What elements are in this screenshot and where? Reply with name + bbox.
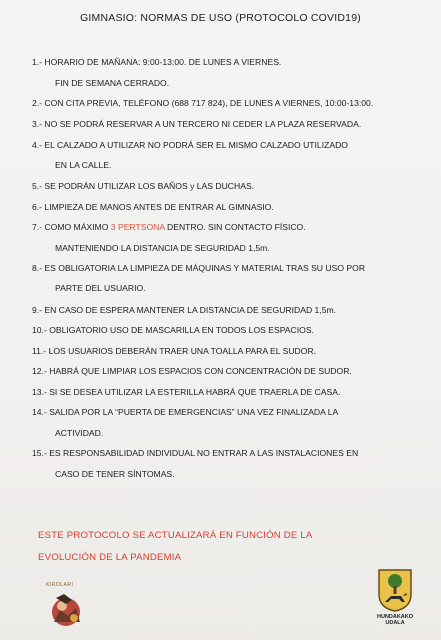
rule-4-line-2: EN LA CALLE.: [55, 160, 112, 170]
rule-8-line-2: PARTE DEL USUARIO.: [55, 283, 146, 293]
max-capacity-highlight: 3 PERTSONA: [110, 222, 165, 232]
rule-14-line-1: 14.- SALIDA POR LA “PUERTA DE EMERGENCIAS” UNA VEZ FINALIZADA LA: [32, 407, 339, 417]
rule-15-line-2: CASO DE TENER SÍNTOMAS.: [55, 469, 175, 479]
rule-1-line-1: 1.- HORARIO DE MAÑANA: 9:00-13:00. DE LUNES A VIERNES.: [32, 57, 282, 67]
rule-5-line-1: 5.- SE PODRÁN UTILIZAR LOS BAÑOS y LAS DUCHAS.: [32, 181, 255, 191]
rule-12-line-1: 12.- HABRÁ QUE LIMPIAR LOS ESPACIOS CON CONCENTRACIÓN DE SUDOR.: [32, 366, 352, 376]
rule-11-line-1: 11.- LOS USUARIOS DEBERÁN TRAER UNA TOALLA PARA EL SUDOR.: [32, 346, 317, 356]
rule-15-line-1: 15.- ES RESPONSABILIDAD INDIVIDUAL NO ENTRAR A LAS INSTALACIONES EN: [32, 448, 359, 458]
rule-10-line-1: 10.- OBLIGATORIO USO DE MASCARILLA EN TODOS LOS ESPACIOS.: [32, 325, 314, 335]
rule-6-line-1: 6.- LIMPIEZA DE MANOS ANTES DE ENTRAR AL GIMNASIO.: [32, 202, 274, 212]
rule-4-line-1: 4.- EL CALZADO A UTILIZAR NO PODRÁ SER EL MISMO CALZADO UTILIZADO: [32, 140, 348, 150]
rule-13-line-1: 13.- SI SE DESEA UTILIZAR LA ESTERILLA HABRÁ QUE TRAERLA DE CASA.: [32, 387, 341, 397]
kirolari-logo-caption: KIROLARI: [46, 582, 74, 588]
udala-caption: UDALA: [385, 620, 405, 626]
rule-7-line-1: 7.- COMO MÁXIMO 3 PERTSONA DENTRO. SIN CONTACTO FÍSICO.: [32, 222, 306, 232]
rule-7-line-2: MANTENIENDO LA DISTANCIA DE SEGURIDAD 1,5m.: [55, 243, 270, 253]
rule-9-line-1: 9.- EN CASO DE ESPERA MANTENER LA DISTANCIA DE SEGURIDAD 1,5m.: [32, 305, 337, 315]
rule-14-line-2: ACTIVIDAD.: [55, 428, 104, 438]
hundakako-udala-crest: [377, 568, 413, 612]
footer-line-2: EVOLUCIÓN DE LA PANDEMIA: [38, 552, 182, 563]
rule-3-line-1: 3.- NO SE PODRÁ RESERVAR A UN TERCERO NI CEDER LA PLAZA RESERVADA.: [32, 119, 362, 129]
footer-line-1: ESTE PROTOCOLO SE ACTUALIZARÁ EN FUNCIÓN DE LA: [38, 530, 313, 541]
rule-8-line-1: 8.- ES OBLIGATORIA LA LIMPIEZA DE MÁQUINAS Y MATERIAL TRAS SU USO POR: [32, 263, 366, 273]
kirolari-logo: [44, 582, 88, 630]
rule-2-line-1: 2.- CON CITA PREVIA, TELÉFONO (688 717 824), DE LUNES A VIERNES, 10:00-13:00.: [32, 98, 374, 108]
document-title: GIMNASIO: NORMAS DE USO (PROTOCOLO COVID19): [80, 12, 361, 24]
hundakako-caption: HUNDAKAKO: [376, 614, 414, 620]
rule-1-line-2: FIN DE SEMANA CERRADO.: [55, 78, 170, 88]
